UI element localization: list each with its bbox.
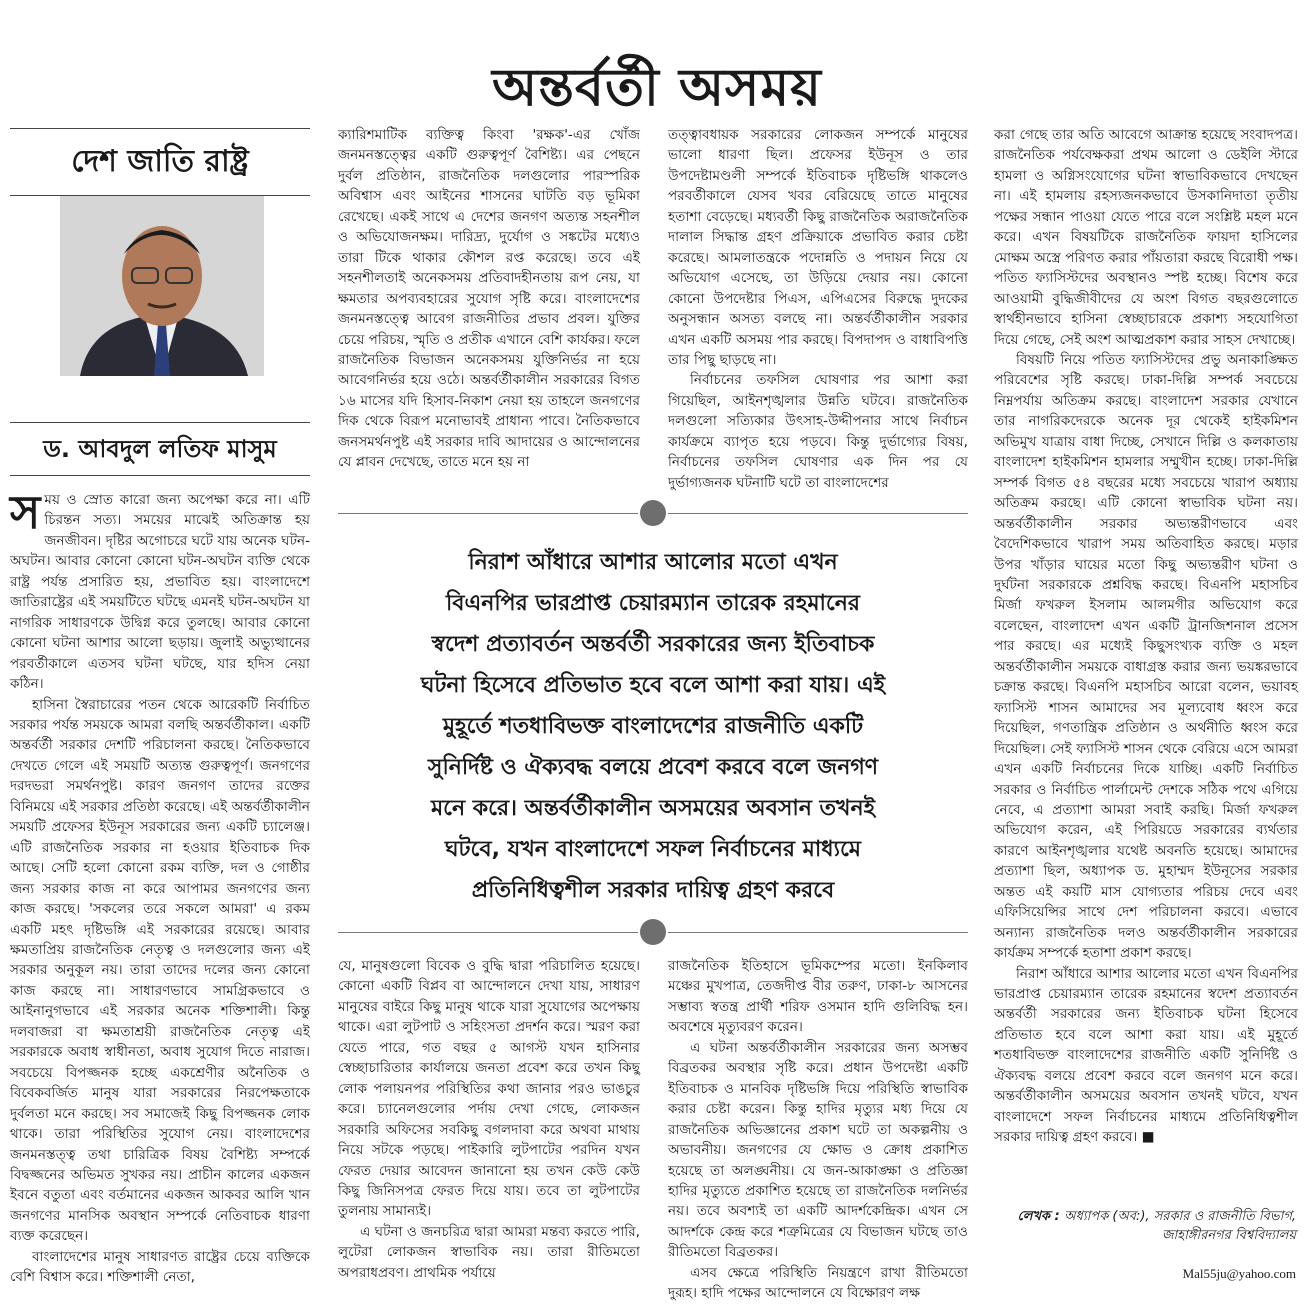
column-2-top	[338, 125, 640, 495]
column-1	[10, 485, 310, 1286]
paragraph: বিষয়টি নিয়ে পতিত ফ্যাসিস্টদের প্রভু অনাকাঙ্ক্ষিত পরিবেশের সৃষ্টি করছে। ঢাকা-দিল্লি সম্পর্ক সবচেয়ে নিম্নপর্যায় অতিক্রম করছে। বাংলাদেশ সরকার যেখানে তার নাগরিকদেরকে অনেক দূর থেকেই হাইকমিশন অভিমুখ যাত্রায় বাধা দিচ্ছে, সেখানে দিল্লি ও কলকাতায় বাংলাদেশ হাইকমিশন হামলার সম্মুখীন হচ্ছে। ঢাকা-দিল্লি সম্পর্ক বিগত ৫৪ বছরের মধ্যে সবচেয়ে খারাপ অধ্যায় অতিক্রম করছে। এটি কোনো স্বাভাবিক ঘটনা নয়। অন্তর্বর্তীকালীন সরকার অভ্যন্তরীণভাবে এবং বৈদেশিকভাবে খারাপ সময় অতিবাহিত করছে। মড়ার উপর খাঁড়ার ঘায়ের মতো কিছু অভ্যন্তরীণ ঘটনা ও দুর্ঘটনা সরকারকে প্রশ্নবিদ্ধ করছে। বিএনপি মহাসচিব মির্জা ফখরুল ইসলাম আলমগীর অভিযোগ করে বলেছেন, বাংলাদেশ এখন একটি ট্রানজিশনাল প্রসেস পার করছে। এর মধ্যেই কিছুসংখ্যক ব্যক্তি ও মহল অন্তর্বর্তীকালীন সময়কে বাধাগ্রস্ত করার জন্য ভয়ঙ্করভাবে চক্রান্ত করছে। বিএনপি মহাসচিব আরো বলেন, ভয়াবহ ফ্যাসিস্ট শাসন আমাদের সব মূল্যবোধ ধ্বংস করে দিয়েছিল, গণতান্ত্রিক প্রতিষ্ঠান ও অর্থনীতি ধ্বংস করে দিয়েছিল। সেই ফ্যাসিস্ট শাসন থেকে বেরিয়ে এসে আমরা এখন একটি নির্বাচনের দিকে যাচ্ছি। একটি নির্বাচিত সরকার ও নির্বাচিত পার্লামেন্ট দেশকে সঠিক পথে এগিয়ে নেবে, এ প্রত্যাশা আমরা সবাই করছি। মির্জা ফখরুল অভিযোগ করেন, এই পিরিয়ডে সরকারের ব্যর্থতার কারণে আইনশৃঙ্খলার যথেষ্ট অবনতি হয়েছে। আমাদের প্রত্যাশা ছিল, অধ্যাপক ড. মুহাম্মদ ইউনূসের সরকার অন্তত এই কয়টি মাস যোগ্যতার পরিচয় দেবে এবং এফিসিয়েন্সির সাথে দেশ পরিচালনা করবে। এভাবে অন্যান্য রাজনৈতিক দলও অন্তর্বর্তীকালীন সরকারের কার্যক্রম সম্পর্কে হতাশা প্রকাশ করছে।	[994, 351, 1298, 962]
headline: অন্তর্বর্তী অসময়	[492, 57, 822, 118]
divider	[338, 513, 638, 514]
column-2-bottom	[338, 956, 640, 1286]
paragraph: নিরাশ আঁধারে আশার আলোর মতো এখন বিএনপির ভারপ্রাপ্ত চেয়ারম্যান তারেক রহমানের স্বদেশ প্রত্যাবর্তন অন্তর্বর্তী সরকারের জন্য ইতিবাচক ঘটনা হিসেবে প্রতিভাত হবে বলে আশা করা যায়। এই মুহূর্তে শতধাবিভক্ত বাংলাদেশের রাজনীতি একটি সুনির্দিষ্ট ও ঐক্যবদ্ধ বলয়ে প্রবেশ করবে বলে জনগণ মনে করে। অন্তর্বর্তীকালীন অসময়ের অবসান তখনই ঘটবে, যখন বাংলাদেশে সফল নির্বাচনের মাধ্যমে প্রতিনিধিত্বশীল সরকার দায়িত্ব গ্রহণ করবে। ■	[994, 965, 1298, 1146]
pull-quote-text: নিরাশ আঁধারে আশার আলোর মতো এখন বিএনপির ভারপ্রাপ্ত চেয়ারম্যান তারেক রহমানের স্বদেশ প্রত্যাবর্তন অন্তর্বর্তী সরকারের জন্য ইতিবাচক ঘটনা হিসেবে প্রতিভাত হবে বলে আশা করা যায়। এই মুহূর্তে শতধাবিভক্ত বাংলাদেশের রাজনীতি একটি সুনির্দিষ্ট ও ঐক্যবদ্ধ বলয়ে প্রবেশ করবে বলে জনগণ মনে করে। অন্তর্বর্তীকালীন অসময়ের অবসান তখনই ঘটবে, যখন বাংলাদেশে সফল নির্বাচনের মাধ্যমে প্রতিনিধিত্বশীল সরকার দায়িত্ব গ্রহণ করবে	[420, 550, 886, 903]
paragraph: এ ঘটনা অন্তর্বর্তীকালীন সরকারের জন্য অসম্ভব বিব্রতকর অবস্থার সৃষ্টি করে। প্রধান উপদেষ্টা একটি ইতিবাচক ও মানবিক দৃষ্টিভঙ্গি দিয়ে পরিস্থিতি স্বাভাবিক করার চেষ্টা করেন। কিন্তু হাদির মৃত্যুর মধ্য দিয়ে যে রাজনৈতিক অভিজ্ঞানের প্রকাশ ঘটে তা অকল্পনীয় ও অভাবনীয়। জনগণের যে ক্ষোভ ও ক্রোধ প্রকাশিত হয়েছে তা অলঙ্ঘনীয়। যে জন-আকাঙ্ক্ষা ও প্রতিজ্ঞা হাদির মৃত্যুতে প্রকাশিত হয়েছে তা রাজনৈতিক দলনির্ভর নয়। তবে অবশ্যই তা একটি আদর্শকেন্দ্রিক। এখন সে আদর্শকে কেন্দ্র করে শত্রুমিত্রের যে বিভাজন ঘটছে তাও রীতিমতো বিব্রতকর।	[668, 1039, 968, 1261]
paragraph: সময় ও স্রোত কারো জন্য অপেক্ষা করে না। এটি চিরন্তন সত্য। সময়ের মাঝেই অতিক্রান্ত হয় জনজীবন। দৃষ্টির অগোচরে ঘটে যায় অনেক ঘটন-অঘটন। আবার কোনো কোনো ঘটন-অঘটন ব্যক্তি থেকে রাষ্ট্র পর্যন্ত প্রসারিত হয়, প্রভাবিত হয়। বাংলাদেশে জাতিরাষ্ট্রের এই সময়টিতে ঘটছে এমনই ঘটন-অঘটন যা নাগরিক সাধারণকে উদ্বিগ্ন করে তুলছে। আবার কোনো কোনো ঘটনা আশার আলো ছড়ায়। জুলাই অভ্যুত্থানের পরবর্তীকালে এতসব ঘটনা ঘটছে, যার হদিস নেয়া কঠিন।	[10, 485, 310, 693]
paragraph: এসব ক্ষেত্রে পরিস্থিতি নিয়ন্ত্রণে রাখা রীতিমতো দুরূহ। হাদি পক্ষের আন্দোলনে যে বিক্ষোরণ লক্ষ	[668, 1264, 968, 1302]
paragraph: যে, মানুষগুলো বিবেক ও বুদ্ধি দ্বারা পরিচালিত হয়েছে। কোনো একটি বিপ্লব বা আন্দোলনে দেখা যায়, সাধারণ মানুষের বাইরে কিছু মানুষ থাকে যারা সুযোগের অপেক্ষায় থাকে। এরা লুটপাট ও সহিংসতা প্রদর্শন করে। স্মরণ করা যেতে পারে, গত বছর ৫ আগস্ট যখন হাসিনার স্বেচ্ছাচারিতার কার্যালয়ে জনতা প্রবেশ করে তখন কিছু লোক পলায়নপর পরিস্থিতির কথা জানার পরও ভাঙচুর করে। চ্যানেলগুলোর পর্দায় দেখা গেছে, লোকজন সরকারি অফিসের সবকিছু বগলদাবা করে অথবা মাথায় নিয়ে সটকে পড়ছে। পাইকারি লুটপাটের পরদিন যখন ফেরত দেয়ার আবেদন জানানো হয় তখন কেউ কেউ কিছু জিনিসপত্র ফেরত দিয়ে যায়। তবে তা লুটপাটের তুলনায় সামান্যই।	[338, 958, 640, 1220]
author-email[interactable]: Mal55ju@yahoo.com	[1182, 1266, 1296, 1281]
paragraph: রাজনৈতিক ইতিহাসে ভূমিকম্পের মতো। ইনকিলাব মঞ্চের মুখপাত্র, তেজদীপ্ত বীর তরুণ, ঢাকা-৮ আসনের সম্ভাব্য স্বতন্ত্র প্রার্থী শরিফ ওসমান হাদি গুলিবিদ্ধ হন। অবশেষে মৃত্যুবরণ করেন।	[668, 958, 968, 1036]
paragraph: করা গেছে তার অতি আবেগে আক্রান্ত হয়েছে সংবাদপত্র। রাজনৈতিক পর্যবেক্ষকরা প্রথম আলো ও ডেইলি স্টারে হামলা ও অগ্নিসংযোগের ঘটনা স্বাভাবিকভাবে দেখছেন না। এই হামলায় রহস্যজনকভাবে উসকানিদাতা তৃতীয় পক্ষের সন্ধান পাওয়া যেতে পারে বলে সংশ্লিষ্ট মহল মনে করে। এখন বিষয়টিকে রাজনৈতিক ফায়দা হাসিলের মোক্ষম অস্ত্রে পরিণত করার পাঁয়তারা করছে বিরোধী পক্ষ। পতিত ফ্যাসিস্টদের অবস্থানও স্পষ্ট হচ্ছে। বিশেষ করে আওয়ামী বুদ্ধিজীবীদের যে অংশ বিগত বছরগুলোতে স্বার্থহীনভাবে হাসিনা স্বেচ্ছাচারকে প্রকাশ্য সহযোগিতা দিয়ে গেছে, সেই অংশ আত্মপ্রকাশ করার সাহস দেখাচ্ছে।	[994, 127, 1298, 348]
column-4	[994, 125, 1298, 1205]
bullet-dot-icon	[640, 500, 666, 526]
column-3-top	[668, 125, 968, 495]
byline-label: লেখক :	[1017, 1209, 1065, 1224]
byline-text: অধ্যাপক (অব:), সরকার ও রাজনীতি বিভাগ, জাহাঙ্গীরনগর বিশ্ববিদ্যালয়	[1064, 1209, 1296, 1243]
divider	[338, 932, 638, 933]
pull-quote	[338, 500, 968, 945]
paragraph: বাংলাদেশের মানুষ সাধারণত রাষ্ট্রের চেয়ে ব্যক্তিকে বেশি বিশ্বাস করে। শক্তিশালী নেতা,	[10, 1248, 310, 1286]
author-name: ড. আবদুল লতিফ মাসুম	[10, 422, 310, 476]
paragraph: এ ঘটনা ও জনচরিত্র দ্বারা আমরা মন্তব্য করতে পারি, লুটেরা লোকজন স্বাভাবিক নয়। তারা রীতিমতো অপরাধপ্রবণ। প্রাথমিক পর্যায়ে	[338, 1223, 640, 1281]
paragraph: হাসিনা স্বৈরাচারের পতন থেকে আরেকটি নির্বাচিত সরকার পর্যন্ত সময়কে আমরা বলছি অন্তর্বর্তীকাল। একটি অন্তর্বর্তী সরকার দেশটি পরিচালনা করছে। নৈতিকভাবে দেখতে গেলে এই সময়টি অত্যন্ত গুরুত্বপূর্ণ। জনগণের দরদভরা সমর্থনপুষ্ট। কারণ জনগণ তাদের রক্তের বিনিময়ে এই সরকার প্রতিষ্ঠা করেছে। এই অন্তর্বর্তীকালীন সময়টি প্রফেসর ইউনূস সরকারের জন্য একটি চ্যালেঞ্জ। এটি রাজনৈতিক সরকার না হওয়ার ইতিবাচক দিক আছে। সেটি হলো কোনো রকম ব্যক্তি, দল ও গোষ্ঠীর জন্য সরকার কাজ না করে আপামর জনগণের জন্য কাজ করছে। 'সকলের তরে সকলে আমরা' এ রকম একটি মহৎ দৃষ্টিভঙ্গি এই সরকারের রয়েছে। আবার ক্ষমতাপ্রিয় রাজনৈতিক নেতৃত্ব ও দলগুলোর জন্য এই সরকার অনুকূল নয়। তারা তাদের দলের জন্য কোনো কাজ করছে না। সাধারণভাবে সামগ্রিকভাবে ও আইনানুগভাবে এই সরকার অনেক শক্তিশালী। কিন্তু দলবাজরা বা ক্ষমতাশ্রয়ী রাজনৈতিক নেতৃত্ব এই সরকারকে অবাধ স্বাধীনতা, অবাধ সুযোগ দিতে নারাজ। সবচেয়ে বিপজ্জনক হচ্ছে একশ্রেণীর অনৈতিক ও বিবেকবর্জিত মানুষ যারা সরকারের নিরপেক্ষতাকে দুর্বলতা মনে করছে। সব সমাজেই কিছু বিপজ্জনক লোক থাকে। তারা পরিস্থিতির সুযোগ নেয়। বাংলাদেশের জনমনস্তত্ত্ব তথা চারিত্রিক বিষয় বৈশিষ্ট্য সম্পর্কে বিদ্বজ্জনের অভিমত সুখকর নয়। প্রাচীন কালের একজন ইবনে বতুতা এবং বর্তমানের একজন আকবর আলি খান জনগণের মানসিক অবস্থান সম্পর্কে নেতিবাচক ধারণা ব্যক্ত করেছেন।	[10, 696, 310, 1245]
column-3-bottom	[668, 956, 968, 1302]
drop-cap: স	[10, 485, 41, 539]
divider	[668, 513, 968, 514]
paragraph: তত্ত্বাবধায়ক সরকারের লোকজন সম্পর্কে মানুষের ভালো ধারণা ছিল। প্রফেসর ইউনূস ও তার উপদেষ্টামণ্ডলী সম্পর্কে ইতিবাচক দৃষ্টিভঙ্গি থাকলেও পরবর্তীকালে যেসব খবর বেরিয়েছে তাতে মানুষের হতাশা বেড়েছে। মধ্যবর্তী কিছু রাজনৈতিক অরাজনৈতিক দালাল সিদ্ধান্ত গ্রহণ প্রক্রিয়াকে প্রভাবিত করার চেষ্টা করেছে। আমলাতন্ত্রকে পদোন্নতি ও পদায়ন নিয়ে যে অভিযোগ এসেছে, তা উড়িয়ে দেয়ার নয়। কোনো কোনো উপদেষ্টার পিএস, এপিএসের বিরুদ্ধে দুদকের অনুসন্ধান অসত্য বলছে না। অন্তর্বর্তীকালীন সরকার এখন একটি অসময় পার করছে। বিপদাপদ ও বাধাবিপত্তি তার পিছু ছাড়ছে না।	[668, 127, 968, 368]
bullet-dot-icon	[640, 919, 666, 945]
section-heading: দেশ জাতি রাষ্ট্র	[10, 128, 310, 196]
paragraph: ক্যারিশমাটিক ব্যক্তিত্ব কিংবা 'রক্ষক'-এর খোঁজ জনমনস্তত্ত্বের একটি গুরুত্বপূর্ণ বৈশিষ্ট্য। এর পেছনে দুর্বল প্রতিষ্ঠান, রাজনৈতিক দলগুলোর পারস্পরিক অবিশ্বাস এবং আইনের শাসনের ঘাটতি বড় ভূমিকা রেখেছে। একই সাথে এ দেশের জনগণ অত্যন্ত সহনশীল ও অভিযোজনক্ষম। দারিদ্র্য, দুর্যোগ ও সঙ্কটের মধ্যেও তারা টিকে থাকার কৌশল রপ্ত করেছে। তবে এই সহনশীলতাই অনেকসময় প্রতিবাদহীনতায় রূপ নেয়, যা ক্ষমতার অপব্যবহারের সুযোগ সৃষ্টি করে। বাংলাদেশের জনমনস্তত্ত্বে আবেগ রাজনীতির প্রভাব প্রবল। যুক্তির চেয়ে পরিচয়, স্মৃতি ও প্রতীক এখানে বেশি কার্যকর। ফলে রাজনৈতিক বিভাজন অনেকসময় যুক্তিনির্ভর না হয়ে আবেগনির্ভর হয়ে ওঠে। অন্তর্বর্তীকালীন সরকারের বিগত ১৬ মাসের যদি হিসাব-নিকাশ নেয়া হয় তাহলে জনগণের দিক থেকে বিরূপ মনোভাবই প্রাধান্য পাবে। নৈতিকভাবে জনসমর্থনপুষ্ট এই সরকার দাবি আদায়ের ও আন্দোলনের যে প্লাবন দেখেছে, তাতে মনে হয় না	[338, 127, 640, 471]
paragraph: নির্বাচনের তফসিল ঘোষণার পর আশা করা গিয়েছিল, আইনশৃঙ্খলার উন্নতি ঘটবে। রাজনৈতিক দলগুলো সত্যিকার উৎসাহ-উদ্দীপনার সাথে নির্বাচন কার্যক্রমে ব্যাপৃত হয়ে পড়বে। কিন্তু দুর্ভাগ্যের বিষয়, নির্বাচনের তফসিল ঘোষণার এক দিন পর যে দুর্ভাগ্যজনক ঘটনাটি ঘটে তা বাংলাদেশের	[668, 372, 968, 491]
divider	[668, 932, 968, 933]
author-photo	[60, 196, 264, 376]
author-byline	[1000, 1207, 1296, 1245]
